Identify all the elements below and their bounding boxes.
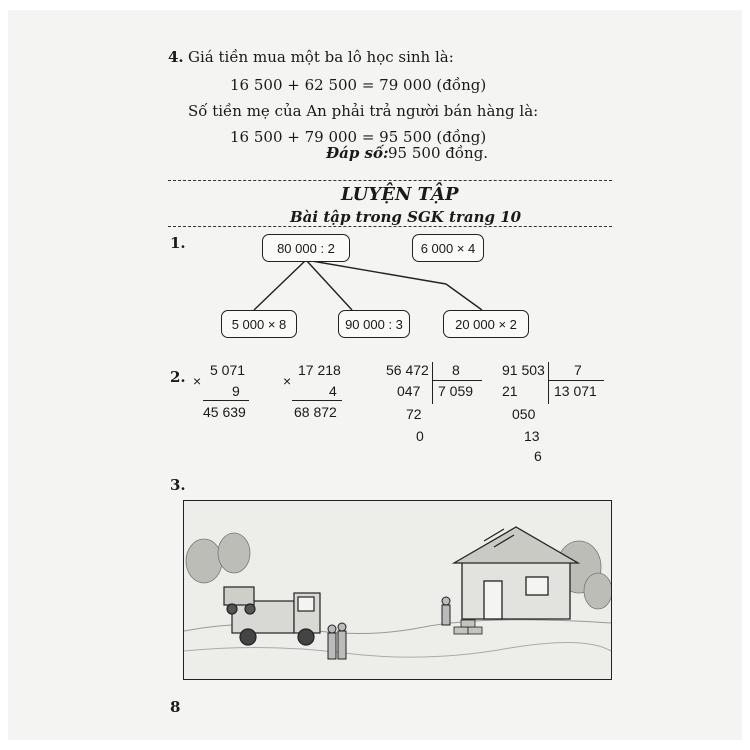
div-2-divisor: 7 — [574, 362, 582, 378]
expression-box: 80 000 : 2 — [262, 234, 350, 262]
div-2-step: 050 — [512, 406, 536, 422]
div-1-bar — [432, 362, 433, 404]
exercise-2-number: 2. — [170, 368, 186, 386]
div-1-divisor: 8 — [452, 362, 460, 378]
div-2-step: 6 — [534, 448, 542, 464]
exercise-3-number: 3. — [170, 476, 186, 494]
textbook-page — [8, 10, 742, 740]
mul-2-sign: × — [283, 373, 292, 389]
connector-line — [306, 260, 352, 310]
exercise-1-connectors — [8, 10, 742, 350]
mul-1-top: 5 071 — [210, 362, 246, 378]
mul-1-factor: 9 — [232, 383, 240, 399]
section-subtitle: Bài tập trong SGK trang 10 — [290, 208, 522, 226]
problem-4-calc-2: 16 500 + 79 000 = 95 500 (đồng) — [230, 128, 487, 146]
mul-1-result: 45 639 — [203, 404, 246, 420]
mul-2-result: 68 872 — [294, 404, 337, 420]
div-2-dividend: 91 503 — [502, 362, 545, 378]
problem-4-line-1: Giá tiền mua một ba lô học sinh là: — [188, 48, 454, 66]
construction-scene-illustration — [183, 500, 612, 680]
answer-value: 95 500 đồng. — [388, 144, 489, 162]
connector-line — [446, 284, 482, 310]
problem-4-line-2: Số tiền mẹ của An phải trả người bán hàng là: — [188, 102, 539, 120]
expression-box: 6 000 × 4 — [412, 234, 484, 262]
mul-2-factor: 4 — [329, 383, 337, 399]
exercise-1-number: 1. — [170, 234, 186, 252]
section-title: LUYỆN TẬP — [341, 184, 459, 205]
div-1-step: 047 — [397, 383, 421, 399]
expression-box: 90 000 : 3 — [338, 310, 410, 338]
answer-label: Đáp số: — [326, 144, 389, 162]
mul-2-top: 17 218 — [298, 362, 341, 378]
div-2-step: 21 — [502, 383, 518, 399]
div-1-dividend: 56 472 — [386, 362, 429, 378]
page-number: 8 — [170, 698, 181, 716]
div-2-bar — [548, 362, 549, 404]
div-2-rule — [548, 380, 604, 381]
div-1-step: 72 — [406, 406, 422, 422]
mul-1-rule — [203, 400, 249, 401]
div-2-step: 13 — [524, 428, 540, 444]
expression-box: 5 000 × 8 — [221, 310, 297, 338]
div-2-quotient: 13 071 — [554, 383, 597, 399]
connector-line — [306, 260, 446, 284]
problem-4-number: 4. — [168, 48, 184, 66]
connector-line — [254, 260, 306, 310]
div-1-step: 0 — [416, 428, 424, 444]
expression-box: 20 000 × 2 — [443, 310, 529, 338]
problem-4-calc-1: 16 500 + 62 500 = 79 000 (đồng) — [230, 76, 487, 94]
div-1-rule — [432, 380, 482, 381]
mul-2-rule — [292, 400, 342, 401]
mul-1-sign: × — [193, 373, 202, 389]
div-1-quotient: 7 059 — [438, 383, 474, 399]
